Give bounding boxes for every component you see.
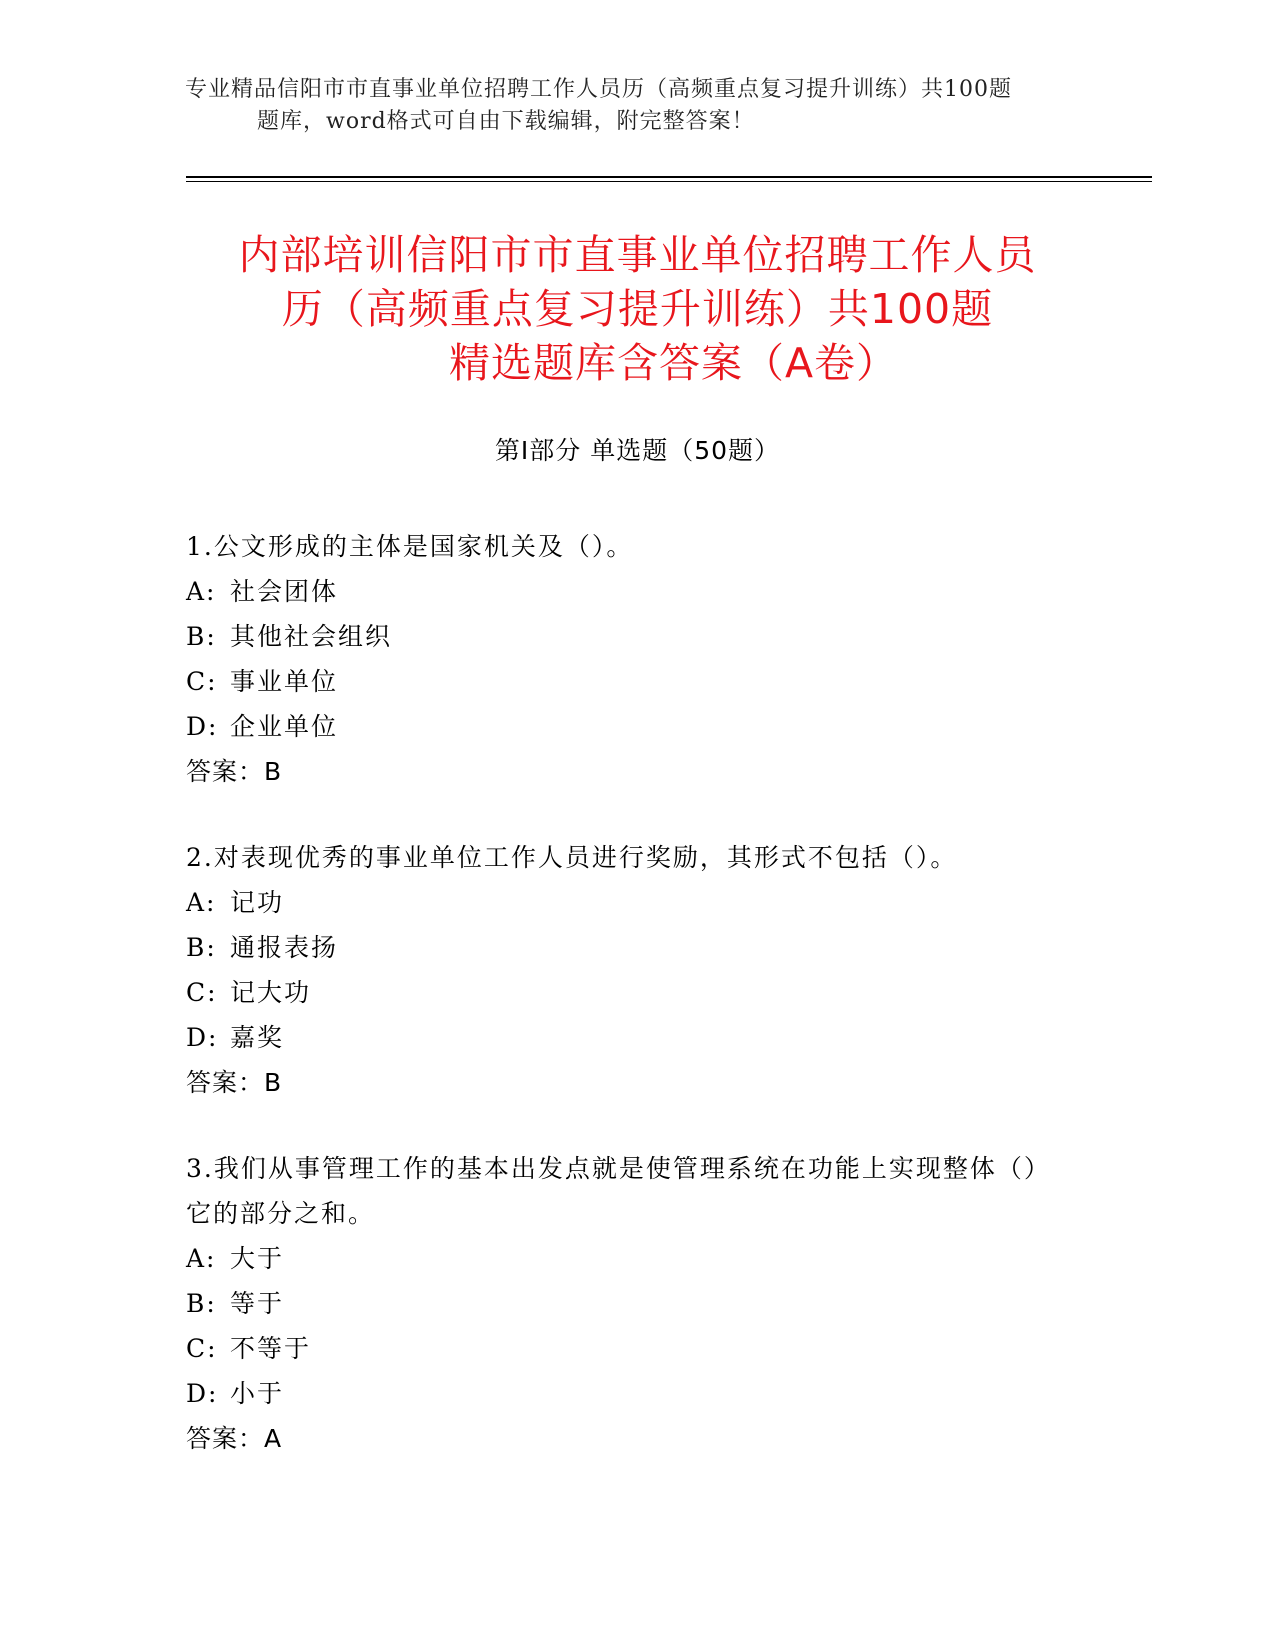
option-b — [186, 1281, 1086, 1326]
option-b — [186, 925, 1086, 970]
option-text: 企业单位 — [230, 712, 339, 741]
option-b — [186, 614, 1086, 659]
header-divider-thin — [186, 181, 1152, 182]
option-key: D: — [186, 1023, 219, 1052]
option-d — [186, 1015, 1086, 1060]
option-a — [186, 880, 1086, 925]
answer: 答案：B — [186, 1068, 283, 1097]
answer: 答案：A — [186, 1424, 283, 1453]
option-text: 嘉奖 — [230, 1023, 285, 1052]
header-divider-thick — [186, 176, 1152, 178]
option-c — [186, 1326, 1086, 1371]
option-c — [186, 659, 1086, 704]
document-title — [150, 228, 1125, 390]
option-a — [186, 1236, 1086, 1281]
option-text: 小于 — [230, 1379, 285, 1408]
section-title: 第Ⅰ部分 单选题（50题） — [494, 436, 781, 465]
question-text: 1.公文形成的主体是国家机关及（）。 — [186, 532, 634, 561]
option-text: 等于 — [230, 1289, 285, 1318]
option-c — [186, 970, 1086, 1015]
option-text: 事业单位 — [230, 667, 339, 696]
option-text: 不等于 — [230, 1334, 312, 1363]
option-text: 其他社会组织 — [230, 622, 393, 651]
option-key: D: — [186, 1379, 219, 1408]
document-title-line-1: 内部培训信阳市市直事业单位招聘工作人员 — [238, 231, 1037, 279]
option-a — [186, 569, 1086, 614]
option-text: 社会团体 — [230, 577, 339, 606]
question-2 — [186, 835, 1086, 1105]
option-key: A: — [186, 1244, 217, 1273]
option-key: C: — [186, 667, 218, 696]
option-text: 记功 — [230, 888, 285, 917]
option-key: C: — [186, 1334, 218, 1363]
question-list — [186, 524, 1086, 1502]
document-title-line-2: 历（高频重点复习提升训练）共100题 — [281, 285, 994, 333]
option-text: 大于 — [230, 1244, 285, 1273]
header-note — [185, 74, 1085, 138]
question-3 — [186, 1146, 1086, 1461]
option-d — [186, 1371, 1086, 1416]
option-d — [186, 704, 1086, 749]
option-key: A: — [186, 888, 217, 917]
option-text: 记大功 — [230, 978, 312, 1007]
option-key: B: — [186, 622, 217, 651]
header-note-line-2: 题库，word格式可自由下载编辑，附完整答案！ — [257, 109, 755, 134]
question-text: 3.我们从事管理工作的基本出发点就是使管理系统在功能上实现整体（）它的部分之和。 — [186, 1154, 1039, 1228]
option-key: B: — [186, 933, 217, 962]
question-1 — [186, 524, 1086, 794]
option-key: B: — [186, 1289, 217, 1318]
option-key: C: — [186, 978, 218, 1007]
option-text: 通报表扬 — [230, 933, 339, 962]
question-text: 2.对表现优秀的事业单位工作人员进行奖励，其形式不包括（）。 — [186, 843, 958, 872]
document-title-line-3: 精选题库含答案（A卷） — [448, 339, 899, 387]
option-key: A: — [186, 577, 217, 606]
answer: 答案：B — [186, 757, 283, 786]
header-note-line-1: 专业精品信阳市市直事业单位招聘工作人员历（高频重点复习提升训练）共100题 — [185, 77, 1012, 102]
option-key: D: — [186, 712, 219, 741]
